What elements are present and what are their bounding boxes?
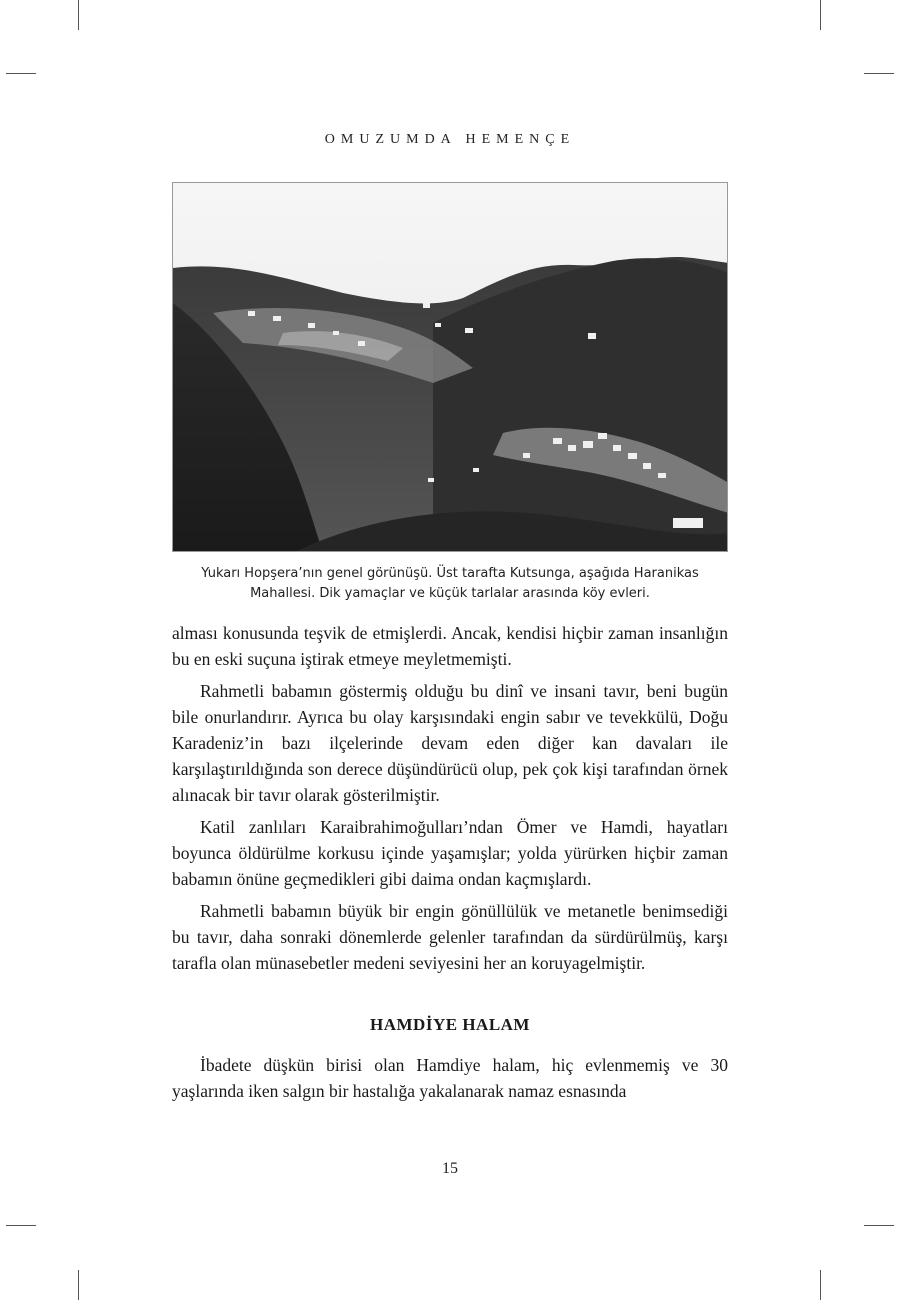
paragraph-1: alması konusunda teşvik de etmişlerdi. Ancak, kendisi hiçbir zaman insanlığın bu en eski suçuna iştirak etmeye meyletmemişti. [172, 623, 728, 669]
page-number: 15 [442, 1160, 458, 1177]
paragraph-3: Katil zanlıları Karaibrahimoğulları’ndan Ömer ve Hamdi, hayatları boyunca öldürülme korkusu içinde yaşamışlar; yolda yürürken hiçbir zaman babamın önüne geçmedikleri gibi daima ondan kaçmışlardı. [172, 817, 728, 889]
crop-mark-right-bottom [864, 1225, 894, 1226]
paragraph-4: Rahmetli babamın büyük bir engin gönüllülük ve metanetle benimsediği bu tavır, daha sonraki dönemlerde gelenler tarafından da sürdürülmüş, karşı tarafla olan münasebetler medeni seviyesini her an koruyagelmiştir. [172, 901, 728, 973]
running-head: OMUZUMDA HEMENÇE [324, 132, 576, 147]
village-photo [172, 182, 728, 552]
crop-mark-left-bottom [6, 1225, 36, 1226]
crop-mark-bottom-left [78, 1270, 79, 1300]
section-heading: HAMDİYE HALAM [370, 1015, 530, 1034]
crop-mark-left-top [6, 73, 36, 74]
crop-mark-top-left [78, 0, 79, 30]
caption-line-1: Yukarı Hopşera’nın genel görünüşü. Üst tarafta Kutsunga, aşağıda Haranikas [201, 566, 699, 581]
caption-line-2: Mahallesi. Dik yamaçlar ve küçük tarlalar arasında köy evleri. [250, 586, 650, 601]
crop-mark-bottom-right [820, 1270, 821, 1300]
crop-mark-right-top [864, 73, 894, 74]
body-text [172, 620, 728, 1110]
paragraph-2: Rahmetli babamın göstermiş olduğu bu dinî ve insani tavır, beni bugün bile onurlandırır. Ayrıca bu olay karşısındaki engin sabır ve tevekkülü, Doğu Karadeniz’in bazı ilçelerinde devam eden diğer kan davaları ile karşılaştırıldığında son derece düşündürücü olup, pek çok kişi tarafından örnek alınacak bir tavır olarak gösterilmiştir. [172, 681, 728, 805]
crop-mark-top-right [820, 0, 821, 30]
section-paragraph: İbadete düşkün birisi olan Hamdiye halam, hiç evlenmemiş ve 30 yaşlarında iken salgın bir hastalığa yakalanarak namaz esnasında [172, 1055, 728, 1101]
photo-caption [150, 564, 750, 604]
